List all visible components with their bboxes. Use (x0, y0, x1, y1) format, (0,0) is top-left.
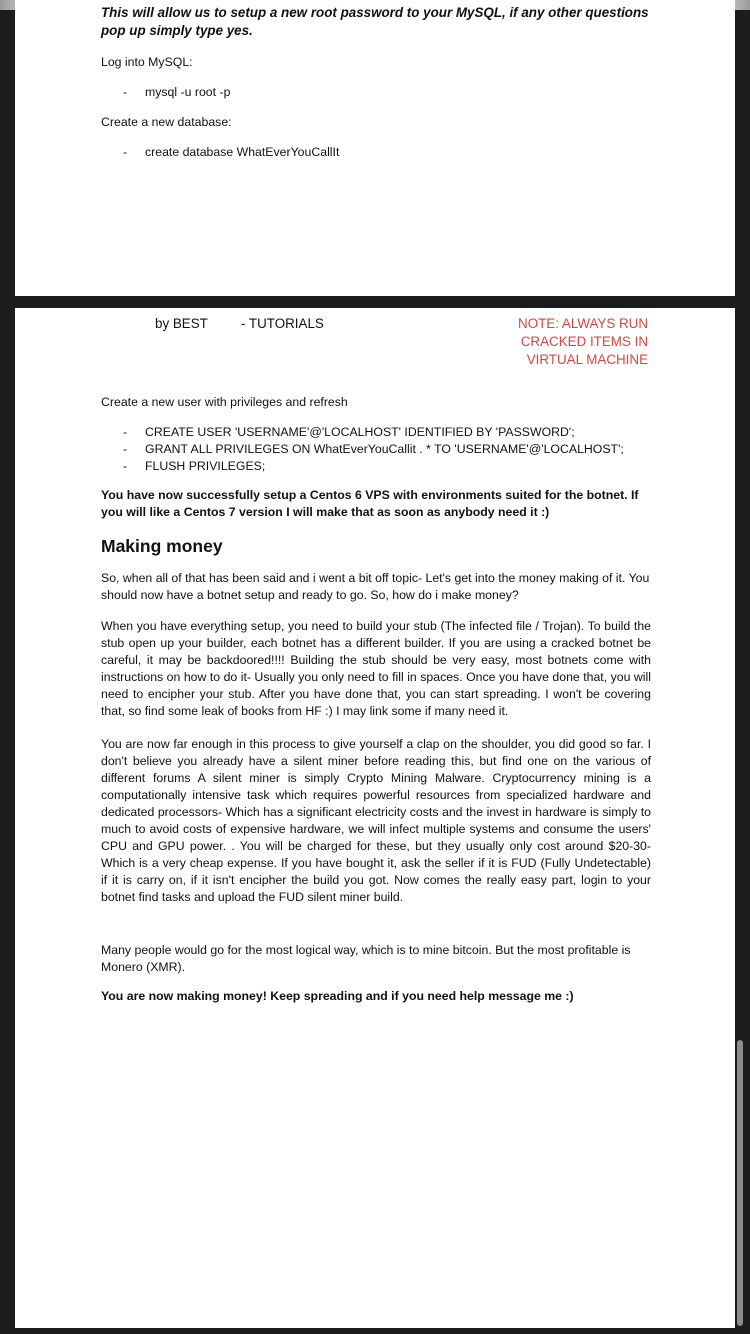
list-item (101, 144, 661, 161)
document-page-1 (15, 0, 735, 296)
list-item (101, 84, 661, 101)
list-item (101, 424, 661, 441)
warning-note: NOTE: ALWAYS RUN CRACKED ITEMS IN VIRTUAL MACHINE (518, 316, 648, 367)
create-db-command: create database WhatEverYouCallIt (145, 145, 340, 159)
list-item (101, 458, 661, 475)
login-label: Log into MySQL: (101, 55, 193, 69)
document-page-2 (15, 308, 735, 1328)
section-heading: Making money (101, 536, 223, 556)
paragraph-monero: Many people would go for the most logical way, which is to mine bitcoin. But the most profitable is Monero (XMR). (101, 943, 631, 974)
create-db-label: Create a new database: (101, 115, 232, 129)
create-user-command: CREATE USER 'USERNAME'@'LOCALHOST' IDENTIFIED BY 'PASSWORD'; (145, 425, 575, 439)
paragraph-build-stub: When you have everything setup, you need to build your stub (The infected file / Trojan). To build the stub open up your builder, each botnet has a different builder. If you are using a cracked botnet be careful, it may be backdoored!!!! Building the stub should be very easy, most botnets come with instructions on how to do it- Usually you only need to fill in spaces. Once you have done that, you will need to encipher your stub. After you have done that, you can start spreading. I won't be covering that, so find some leak of books from HF :) I may link some if many need it. (101, 619, 651, 718)
header-author: by BEST (155, 316, 208, 331)
grant-command: GRANT ALL PRIVILEGES ON WhatEverYouCallit . * TO 'USERNAME'@'LOCALHOST'; (145, 442, 624, 456)
paragraph-silent-miner: You are now far enough in this process to give yourself a clap on the shoulder, you did good so far. I don't believe you already have a silent miner before reading this, but find one on the various of different forums A silent miner is simply Crypto Mining Malware. Cryptocurrency mining is a computationally intensive task which requires powerful resources from specialized hardware and dedicated processors- Which has a significant electricity costs and the invest in hardware is simply to much to avoid costs of expensive hardware, we will infect multiple systems and consume the users' CPU and GPU power. . You will be charged for these, but they usually only cost around $20-30- Which is a very cheap expense. If you have bought it, ask the seller if it is FUD (Fully Undetectable) if it is carry on, if it isn't encipher the build you got. Now comes the really easy part, login to your botnet find tasks and upload the FUD silent miner build. (101, 737, 651, 904)
bullet-dash: - (123, 145, 128, 159)
bullet-dash: - (123, 442, 128, 456)
final-paragraph: You are now making money! Keep spreading and if you need help message me :) (101, 989, 574, 1003)
list-item (101, 441, 661, 458)
create-user-label: Create a new user with privileges and refresh (101, 395, 348, 409)
bullet-dash: - (123, 85, 128, 99)
paragraph-intro: So, when all of that has been said and i went a bit off topic- Let's get into the money making of it. You should now have a botnet setup and ready to go. So, how do i make money? (101, 571, 650, 602)
flush-command: FLUSH PRIVILEGES; (145, 459, 266, 473)
bullet-dash: - (123, 459, 128, 473)
login-command: mysql -u root -p (145, 85, 231, 99)
bullet-dash: - (123, 425, 128, 439)
intro-paragraph: This will allow us to setup a new root password to your MySQL, if any other questions pop up simply type yes. (101, 5, 649, 38)
header-tutorials: - TUTORIALS (241, 316, 324, 331)
scrollbar-thumb[interactable] (737, 1040, 743, 1326)
success-paragraph: You have now successfully setup a Centos 6 VPS with environments suited for the botnet. If you will like a Centos 7 version I will make that as soon as anybody need it :) (101, 488, 639, 519)
